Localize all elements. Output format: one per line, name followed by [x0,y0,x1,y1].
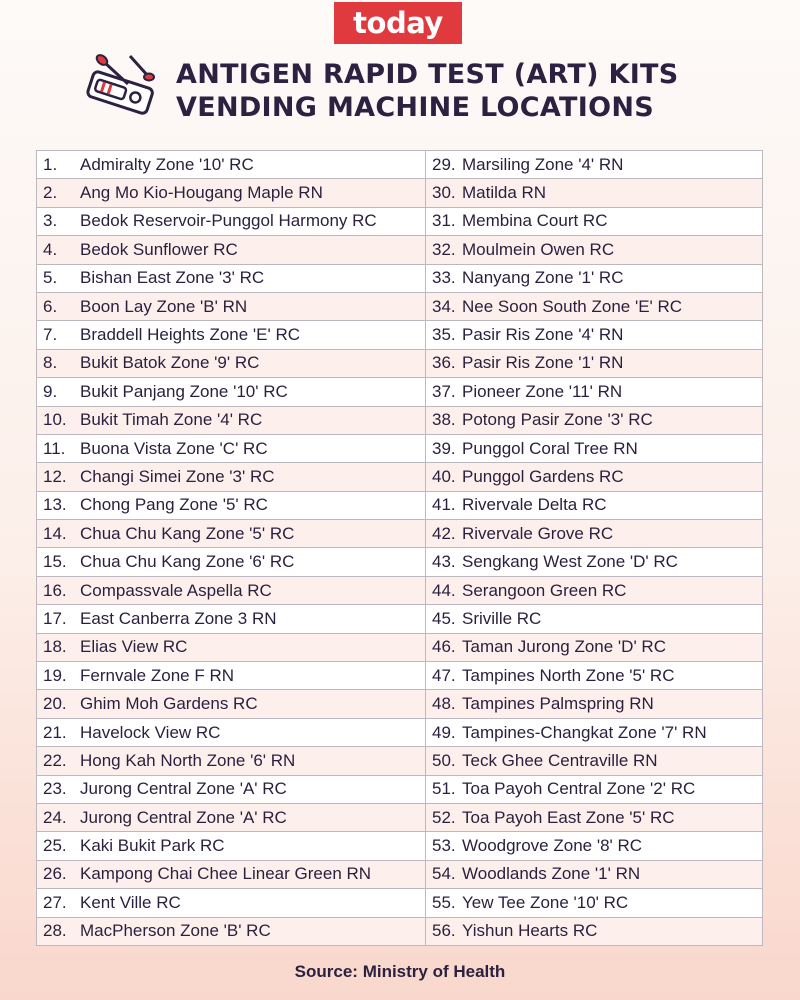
location-number: 51. [432,779,456,799]
location-cell [426,236,763,264]
location-number: 52. [432,807,456,827]
location-number: 26. [43,864,67,884]
location-name: Kent Ville RC [80,892,181,912]
table-row [37,236,763,264]
location-name: Yishun Hearts RC [462,921,598,941]
location-number: 43. [432,552,456,572]
location-number: 5. [43,268,58,288]
location-cell [37,662,426,690]
location-name: Toa Payoh Central Zone '2' RC [462,779,696,799]
location-cell [37,803,426,831]
location-cell [37,690,426,718]
location-name: Kaki Bukit Park RC [80,836,225,856]
location-cell [426,633,763,661]
location-cell [37,832,426,860]
location-number: 15. [43,552,67,572]
location-number: 48. [432,694,456,714]
table-row [37,207,763,235]
location-number: 23. [43,779,67,799]
table-row [37,292,763,320]
location-number: 2. [43,183,58,203]
location-name: Serangoon Green RC [462,580,627,600]
location-name: Marsiling Zone '4' RN [462,154,624,174]
location-cell [37,264,426,292]
location-name: Hong Kah North Zone '6' RN [80,750,296,770]
location-number: 30. [432,183,456,203]
location-cell [37,718,426,746]
location-number: 20. [43,694,67,714]
location-cell [426,207,763,235]
location-cell [37,633,426,661]
location-cell [37,406,426,434]
location-number: 7. [43,325,58,345]
location-number: 53. [432,836,456,856]
location-cell [426,292,763,320]
location-number: 4. [43,239,58,259]
location-number: 47. [432,665,456,685]
location-cell [37,434,426,462]
table-row [37,406,763,434]
location-name: Moulmein Owen RC [462,239,615,259]
location-name: Potong Pasir Zone '3' RC [462,410,653,430]
location-name: Toa Payoh East Zone '5' RC [462,807,675,827]
location-name: Havelock View RC [80,722,221,742]
location-cell [426,406,763,434]
location-cell [426,832,763,860]
location-number: 11. [43,438,66,458]
location-cell [426,803,763,831]
location-cell [426,491,763,519]
location-number: 28. [43,921,67,941]
location-number: 55. [432,892,456,912]
title-line-2: VENDING MACHINE LOCATIONS [176,92,654,123]
location-number: 40. [432,466,456,486]
location-cell [426,860,763,888]
location-cell [426,747,763,775]
location-number: 38. [432,410,456,430]
location-cell [37,463,426,491]
today-logo[interactable]: today [334,2,462,44]
table-row [37,520,763,548]
location-name: Tampines Palmspring RN [462,694,654,714]
location-cell [426,775,763,803]
location-cell [426,917,763,945]
location-number: 33. [432,268,456,288]
location-cell [426,349,763,377]
location-cell [426,548,763,576]
location-number: 12. [43,466,67,486]
location-name: Membina Court RC [462,211,608,231]
location-number: 9. [43,381,58,401]
location-name: Taman Jurong Zone 'D' RC [462,637,666,657]
location-name: Ang Mo Kio-Hougang Maple RN [80,183,323,203]
table-row [37,690,763,718]
location-name: Jurong Central Zone 'A' RC [80,807,287,827]
location-name: Bedok Reservoir-Punggol Harmony RC [80,211,377,231]
location-name: Ghim Moh Gardens RC [80,694,258,714]
table-row [37,378,763,406]
locations-table [36,150,763,946]
table-row [37,434,763,462]
location-cell [37,292,426,320]
location-cell [37,179,426,207]
location-number: 39. [432,438,456,458]
location-cell [37,151,426,179]
table-row [37,917,763,945]
location-name: Kampong Chai Chee Linear Green RN [80,864,372,884]
location-number: 8. [43,353,58,373]
location-number: 21. [43,722,67,742]
location-number: 31. [432,211,456,231]
location-cell [426,434,763,462]
location-name: Elias View RC [80,637,188,657]
location-number: 14. [43,523,67,543]
table-row [37,662,763,690]
location-name: Pasir Ris Zone '4' RN [462,325,624,345]
location-cell [37,860,426,888]
location-name: Punggol Coral Tree RN [462,438,638,458]
table-row [37,321,763,349]
location-number: 3. [43,211,58,231]
location-name: Chua Chu Kang Zone '5' RC [80,523,295,543]
location-name: Fernvale Zone F RN [80,665,234,685]
location-number: 19. [43,665,67,685]
location-number: 37. [432,381,456,401]
location-name: Braddell Heights Zone 'E' RC [80,325,301,345]
location-cell [426,520,763,548]
page-title [176,58,736,124]
location-name: Bedok Sunflower RC [80,239,238,259]
location-cell [37,321,426,349]
location-name: Yew Tee Zone '10' RC [462,892,629,912]
location-cell [37,207,426,235]
table-row [37,151,763,179]
location-cell [37,889,426,917]
table-row [37,463,763,491]
location-number: 13. [43,495,67,515]
location-name: East Canberra Zone 3 RN [80,608,277,628]
location-name: Nanyang Zone '1' RC [462,268,624,288]
table-row [37,718,763,746]
location-number: 25. [43,836,67,856]
location-number: 46. [432,637,456,657]
location-number: 22. [43,750,67,770]
title-line-1: ANTIGEN RAPID TEST (ART) KITS [176,59,679,90]
location-number: 36. [432,353,456,373]
location-name: Sriville RC [462,608,542,628]
table-row [37,860,763,888]
table-row [37,349,763,377]
location-name: Pioneer Zone '11' RN [462,381,623,401]
location-number: 49. [432,722,456,742]
location-cell [37,576,426,604]
table-row [37,633,763,661]
location-cell [426,179,763,207]
location-number: 54. [432,864,456,884]
location-name: Changi Simei Zone '3' RC [80,466,275,486]
location-name: Chong Pang Zone '5' RC [80,495,268,515]
location-cell [426,378,763,406]
location-name: Rivervale Grove RC [462,523,614,543]
location-name: Punggol Gardens RC [462,466,624,486]
table-row [37,747,763,775]
location-name: Nee Soon South Zone 'E' RC [462,296,683,316]
location-cell [37,548,426,576]
location-name: Rivervale Delta RC [462,495,607,515]
location-name: Compassvale Aspella RC [80,580,272,600]
location-cell [37,520,426,548]
location-name: MacPherson Zone 'B' RC [80,921,271,941]
location-cell [426,662,763,690]
location-number: 34. [432,296,456,316]
source-note: Source: Ministry of Health [294,962,506,981]
location-cell [426,605,763,633]
location-cell [37,917,426,945]
location-name: Pasir Ris Zone '1' RN [462,353,624,373]
location-number: 27. [43,892,67,912]
location-cell [37,349,426,377]
location-name: Woodlands Zone '1' RN [462,864,641,884]
location-name: Matilda RN [462,183,547,203]
location-name: Chua Chu Kang Zone '6' RC [80,552,295,572]
location-cell [37,605,426,633]
location-name: Boon Lay Zone 'B' RN [80,296,248,316]
location-name: Tampines North Zone '5' RC [462,665,675,685]
location-number: 56. [432,921,456,941]
location-name: Tampines-Changkat Zone '7' RN [462,722,707,742]
table-row [37,548,763,576]
location-number: 16. [43,580,67,600]
location-cell [426,718,763,746]
art-test-kit-icon [82,50,162,130]
location-cell [426,321,763,349]
table-row [37,775,763,803]
location-number: 50. [432,750,456,770]
location-number: 29. [432,154,456,174]
table-row [37,576,763,604]
location-number: 41. [432,495,456,515]
table-row [37,889,763,917]
location-name: Woodgrove Zone '8' RC [462,836,643,856]
location-number: 18. [43,637,67,657]
location-number: 6. [43,296,58,316]
location-name: Bukit Timah Zone '4' RC [80,410,263,430]
location-cell [426,264,763,292]
location-name: Bishan East Zone '3' RC [80,268,265,288]
location-name: Bukit Batok Zone '9' RC [80,353,260,373]
location-number: 10. [43,410,67,430]
location-name: Jurong Central Zone 'A' RC [80,779,287,799]
location-cell [37,236,426,264]
location-number: 35. [432,325,456,345]
location-cell [37,491,426,519]
location-cell [426,463,763,491]
location-name: Buona Vista Zone 'C' RC [80,438,268,458]
location-cell [37,775,426,803]
location-number: 17. [43,608,67,628]
location-number: 42. [432,523,456,543]
location-number: 32. [432,239,456,259]
table-row [37,179,763,207]
location-cell [37,378,426,406]
location-name: Admiralty Zone '10' RC [80,154,254,174]
location-name: Teck Ghee Centraville RN [462,750,658,770]
location-name: Bukit Panjang Zone '10' RC [80,381,288,401]
location-cell [426,151,763,179]
location-name: Sengkang West Zone 'D' RC [462,552,678,572]
table-row [37,264,763,292]
table-row [37,605,763,633]
table-row [37,491,763,519]
location-number: 1. [43,154,58,174]
location-number: 24. [43,807,67,827]
location-cell [37,747,426,775]
location-number: 45. [432,608,456,628]
location-cell [426,889,763,917]
location-cell [426,576,763,604]
table-row [37,832,763,860]
location-number: 44. [432,580,456,600]
table-row [37,803,763,831]
location-cell [426,690,763,718]
